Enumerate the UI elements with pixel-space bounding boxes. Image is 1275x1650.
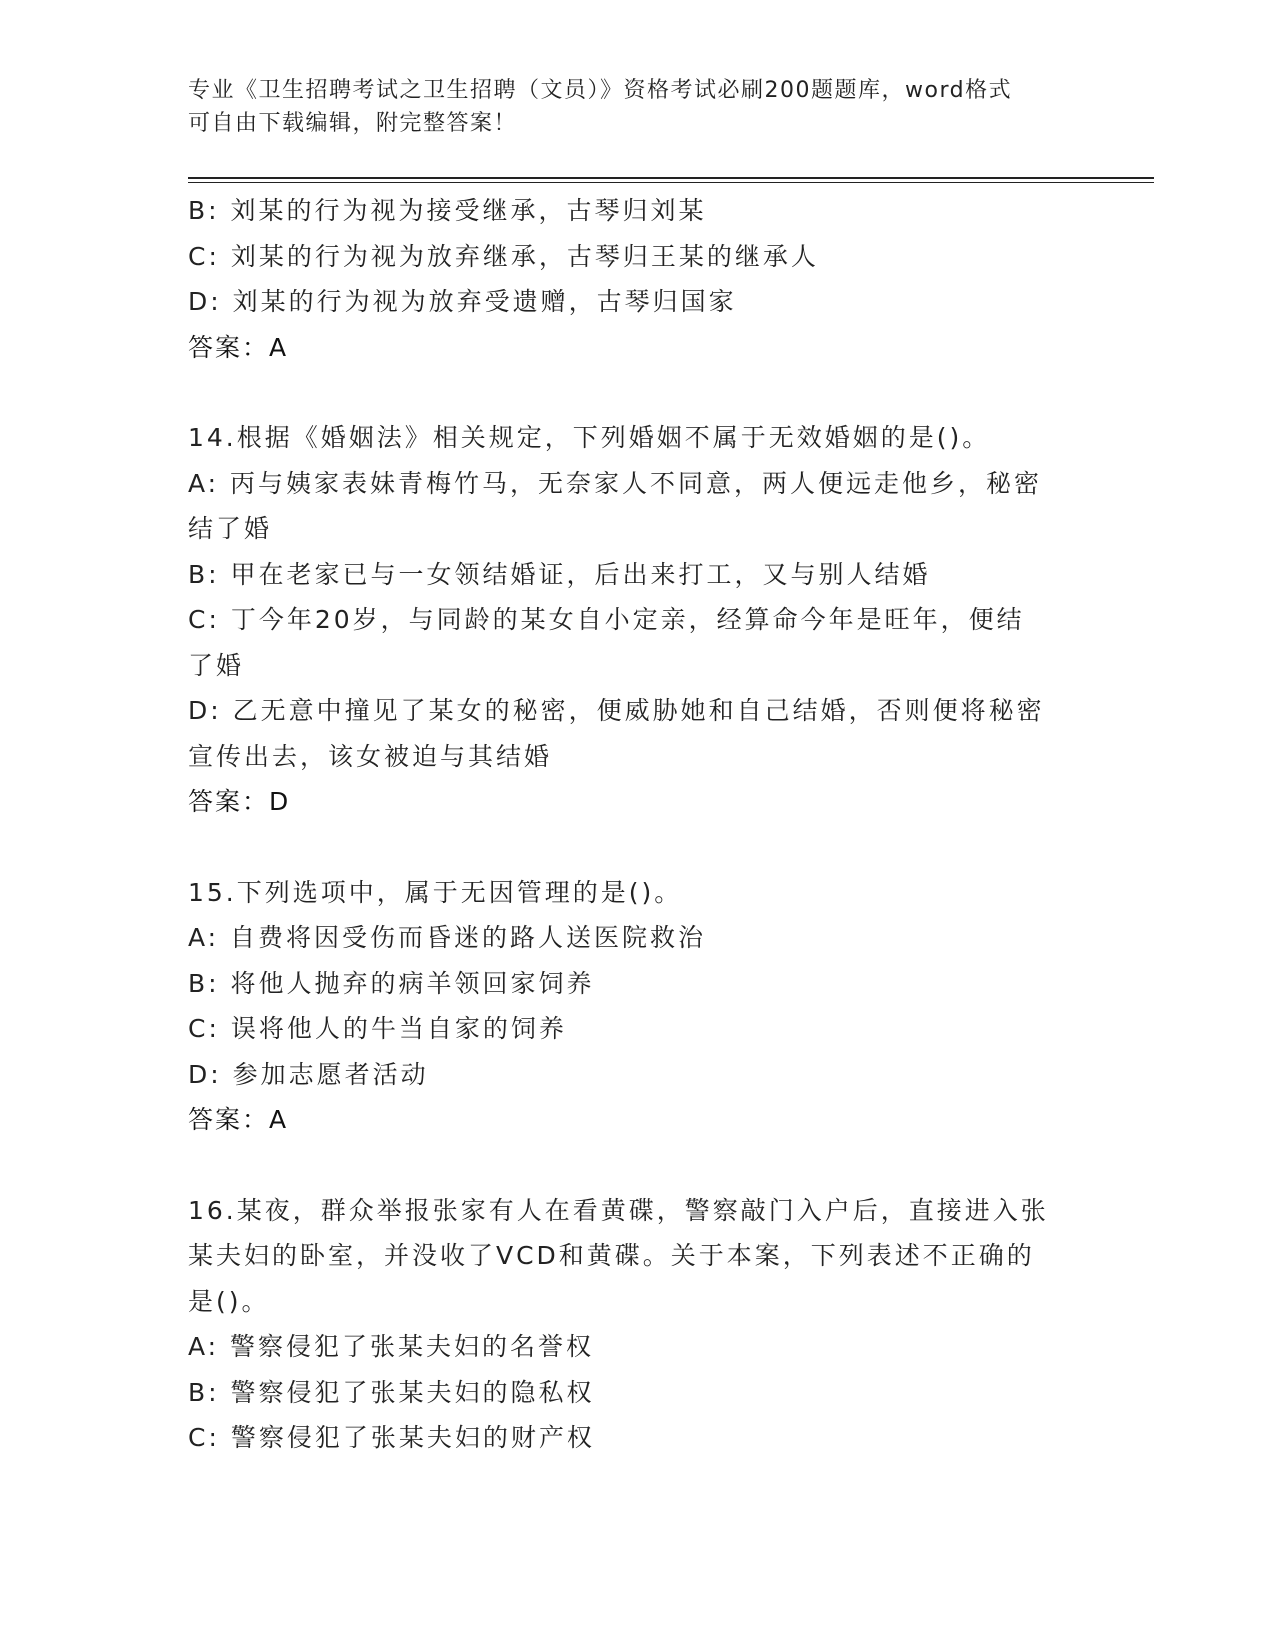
q15-option-a: A: 自费将因受伤而昏迷的路人送医院救治 (188, 923, 707, 952)
header-divider-thick (188, 177, 1154, 179)
q16-option-a: A: 警察侵犯了张某夫妇的名誉权 (188, 1332, 595, 1361)
q14-stem: 14.根据《婚姻法》相关规定，下列婚姻不属于无效婚姻的是()。 (188, 423, 991, 452)
header-divider-thin (188, 182, 1154, 183)
q14-option-c-line-2: 了婚 (188, 650, 245, 680)
q13-option-b: B: 刘某的行为视为接受继承，古琴归刘某 (188, 196, 707, 225)
q14-option-d-line-1: D: 乙无意中撞见了某女的秘密，便威胁她和自己结婚，否则便将秘密 (188, 696, 1045, 725)
q13-option-d: D: 刘某的行为视为放弃受遗赠，古琴归国家 (188, 287, 737, 316)
question-list (188, 188, 1088, 1461)
question-15 (188, 870, 1088, 1143)
header-title-line-2: 可自由下载编辑，附完整答案！ (188, 111, 518, 136)
q14-option-a-line-1: A: 丙与姨家表妹青梅竹马，无奈家人不同意，两人便远走他乡，秘密 (188, 468, 1043, 498)
document-header (188, 74, 1068, 140)
q16-stem-line-2: 某夫妇的卧室，并没收了VCD和黄碟。关于本案，下列表述不正确的 (188, 1241, 1035, 1270)
spacer (188, 825, 1088, 870)
question-14 (188, 415, 1088, 825)
q16-stem-line-1: 16.某夜，群众举报张家有人在看黄碟，警察敲门入户后，直接进入张 (188, 1195, 1049, 1225)
q13-answer: 答案：A (188, 332, 289, 362)
q14-option-c-line-1: C: 丁今年20岁，与同龄的某女自小定亲，经算命今年是旺年，便结 (188, 605, 1025, 634)
question-16 (188, 1188, 1088, 1461)
q15-option-c: C: 误将他人的牛当自家的饲养 (188, 1014, 567, 1043)
question-13 (188, 188, 1088, 370)
q15-answer: 答案：A (188, 1105, 289, 1134)
header-title-line-1: 专业《卫生招聘考试之卫生招聘（文员）》资格考试必刷200题题库，word格式 (188, 78, 1013, 103)
q16-option-b: B: 警察侵犯了张某夫妇的隐私权 (188, 1377, 595, 1407)
q14-option-a-line-2: 结了婚 (188, 514, 273, 543)
q15-option-b: B: 将他人抛弃的病羊领回家饲养 (188, 968, 595, 998)
q16-stem-line-3: 是()。 (188, 1286, 270, 1316)
q14-answer: 答案：D (188, 787, 291, 816)
q16-option-c: C: 警察侵犯了张某夫妇的财产权 (188, 1423, 595, 1452)
q15-stem: 15.下列选项中，属于无因管理的是()。 (188, 877, 683, 907)
spacer (188, 370, 1088, 415)
q14-option-d-line-2: 宣传出去，该女被迫与其结婚 (188, 741, 553, 771)
spacer (188, 1143, 1088, 1188)
q14-option-b: B: 甲在老家已与一女领结婚证，后出来打工，又与别人结婚 (188, 559, 931, 589)
q15-option-d: D: 参加志愿者活动 (188, 1059, 429, 1089)
q13-option-c: C: 刘某的行为视为放弃继承，古琴归王某的继承人 (188, 241, 819, 271)
